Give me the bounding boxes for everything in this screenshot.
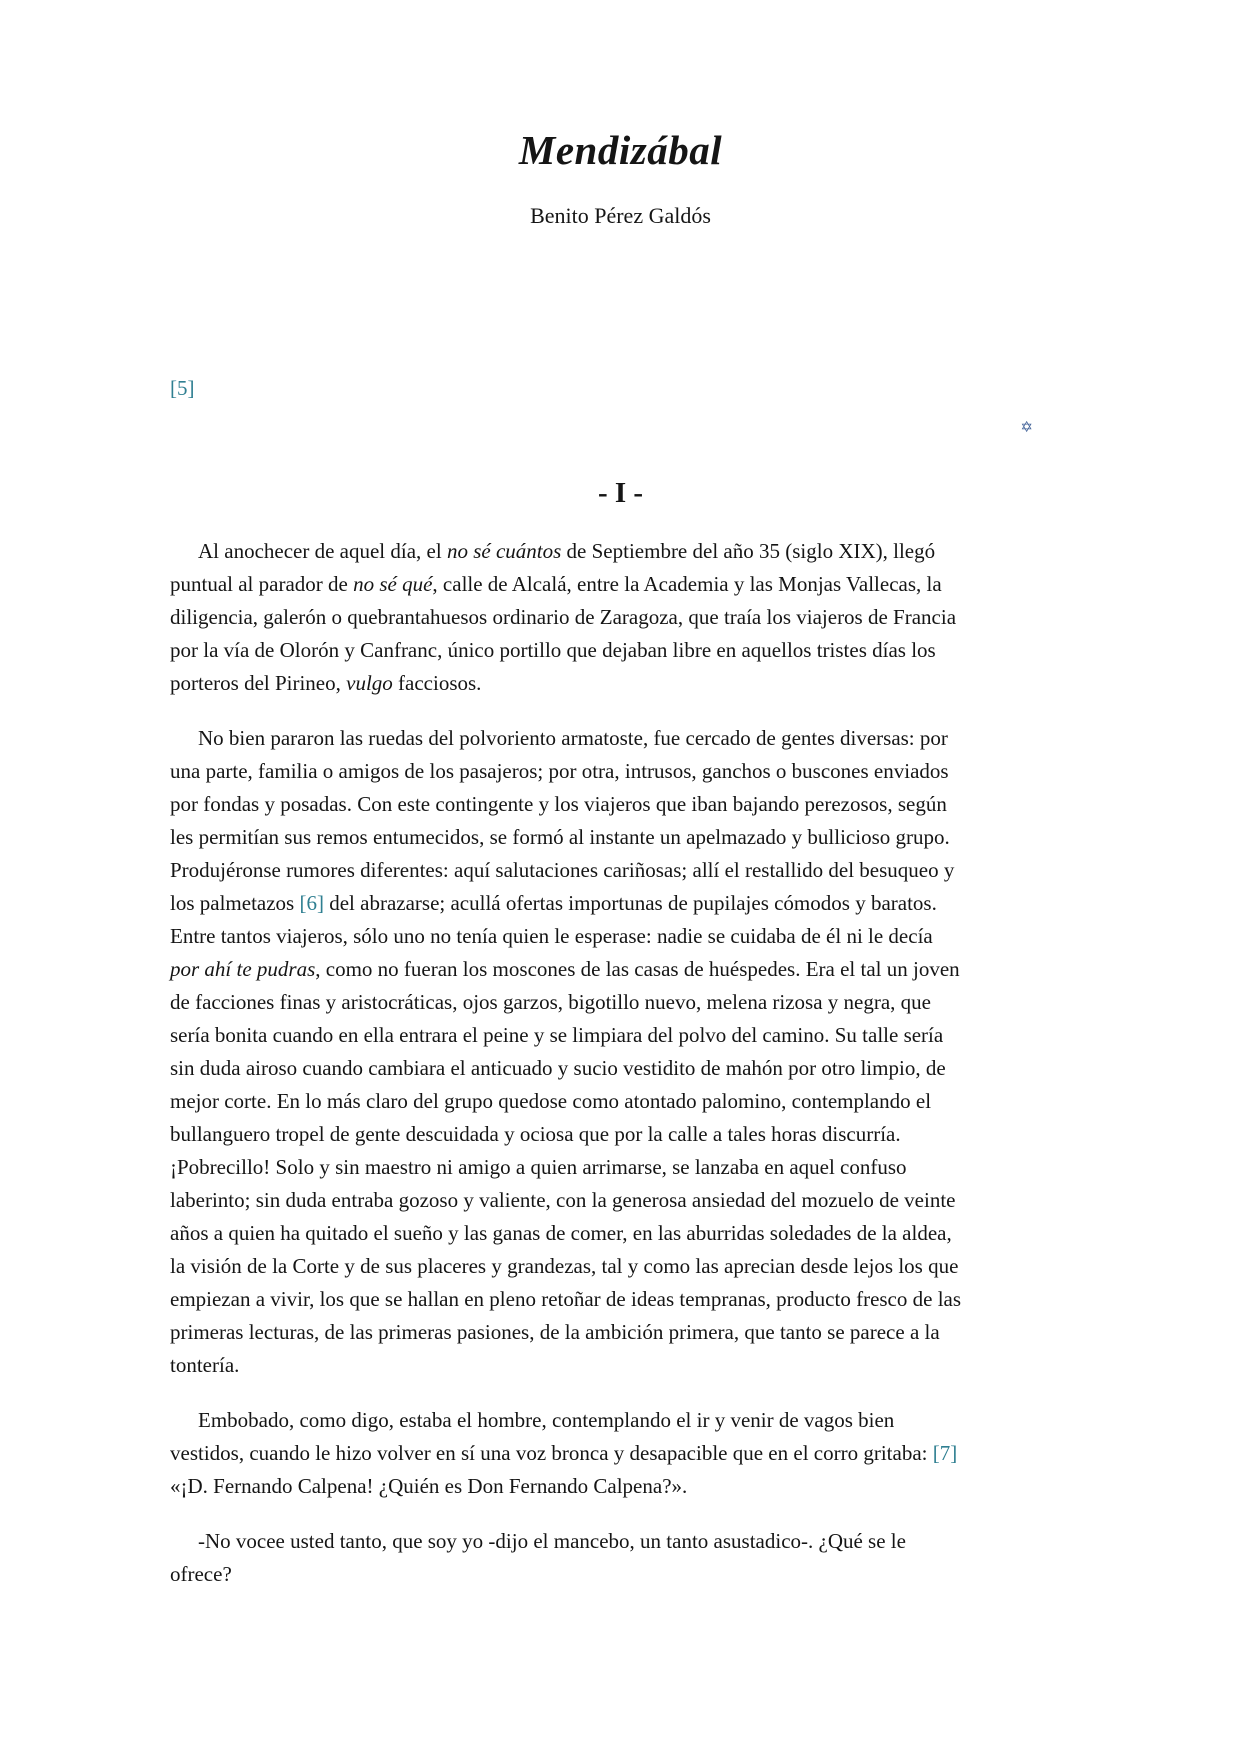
text-segment: No bien pararon las ruedas del polvoriento armatoste, fue cercado de gentes diversas: por una parte, familia o amigos de los pasajeros; por otra, intrusos, ganchos o buscones enviados por fondas y posadas. Con este contingente y los viajeros que iban bajando perezosos, según les permitían sus remos entumecidos, se formó al instante un apelmazado y bullicioso grupo. Produjéronse rumores diferentes: aquí salutaciones cariñosas; allí el restallido del besuqueo y los palmetazos (170, 725, 955, 915)
paragraph (170, 1404, 965, 1503)
text-segment: «¡D. Fernando Calpena! ¿Quién es Don Fernando Calpena?». (170, 1473, 688, 1498)
text-segment: , como no fueran los moscones de las casas de huéspedes. Era el tal un joven de facciones finas y aristocráticas, ojos garzos, bigotillo nuevo, melena rizosa y negra, que sería bonita cuando en ella entrara el peine y se limpiara del polvo del camino. Su talle sería sin duda airoso cuando cambiara el anticuado y sucio vestidito de mahón por otro limpio, de mejor corte. En lo más claro del grupo quedose como atontado palomino, contemplando el bullanguero tropel de gente descuidada y ociosa que por la calle a tales horas discurría. ¡Pobrecillo! Solo y sin maestro ni amigo a quien arrimarse, se lanzaba en aquel confuso laberinto; sin duda entraba gozoso y valiente, con la generosa ansiedad del mozuelo de veinte años a quien ha quitado el sueño y las ganas de comer, en las aburridas soledades de la aldea, la visión de la Corte y de sus placeres y grandezas, tal y como las aprecian desde lejos los que empiezan a vivir, los que se hallan en pleno retoñar de ideas tempranas, producto fresco de las primeras lecturas, de las primeras pasiones, de la ambición primera, que tanto se parece a la tontería. (170, 956, 962, 1377)
text-segment: de Septiembre del año 35 (siglo XIX), llegó puntual al parador de (170, 538, 936, 596)
text-segment: -No vocee usted tanto, que soy yo -dijo el mancebo, un tanto asustadico-. ¿Qué se le ofrece? (170, 1528, 906, 1586)
star-of-david-icon[interactable]: ✡ (1020, 418, 1033, 437)
page-content (170, 126, 1071, 1591)
book-title: Mendizábal (518, 127, 723, 173)
book-author: Benito Pérez Galdós (530, 203, 711, 229)
paragraph (170, 535, 965, 700)
paragraph (170, 722, 965, 1382)
text-segment: no sé qué (353, 571, 433, 596)
text-segment: no sé cuántos (446, 538, 562, 563)
footnote-link[interactable]: [7] (932, 1440, 958, 1465)
page-anchor-link[interactable]: [5] (170, 376, 195, 401)
text-segment: del abrazarse; acullá ofertas importunas de pupilajes cómodos y baratos. Entre tantos viajeros, sólo uno no tenía quien le esperase: nadie se cuidaba de él ni le decía (170, 890, 937, 948)
footnote-link[interactable]: [6] (299, 890, 324, 915)
text-segment: por ahí te pudras (170, 956, 316, 981)
text-segment: Embobado, como digo, estaba el hombre, contemplando el ir y venir de vagos bien vestidos, cuando le hizo volver en sí una voz bronca y desapacible que en el corro gritaba: (170, 1407, 933, 1465)
text-segment: Al anochecer de aquel día, el (198, 538, 447, 563)
star-line (170, 417, 1033, 438)
paragraph (170, 1525, 965, 1591)
text-segment: facciosos. (392, 670, 482, 695)
text-segment: vulgo (346, 670, 393, 695)
page-marker-line (170, 375, 1071, 401)
chapter-heading: - I - (597, 477, 644, 510)
text-segment: , calle de Alcalá, entre la Academia y las Monjas Vallecas, la diligencia, galerón o quebrantahuesos ordinario de Zaragoza, que traía los viajeros de Francia por la vía de Olorón y Canfranc, único portillo que dejaban libre en aquellos tristes días los porteros del Pirineo, (170, 571, 957, 695)
